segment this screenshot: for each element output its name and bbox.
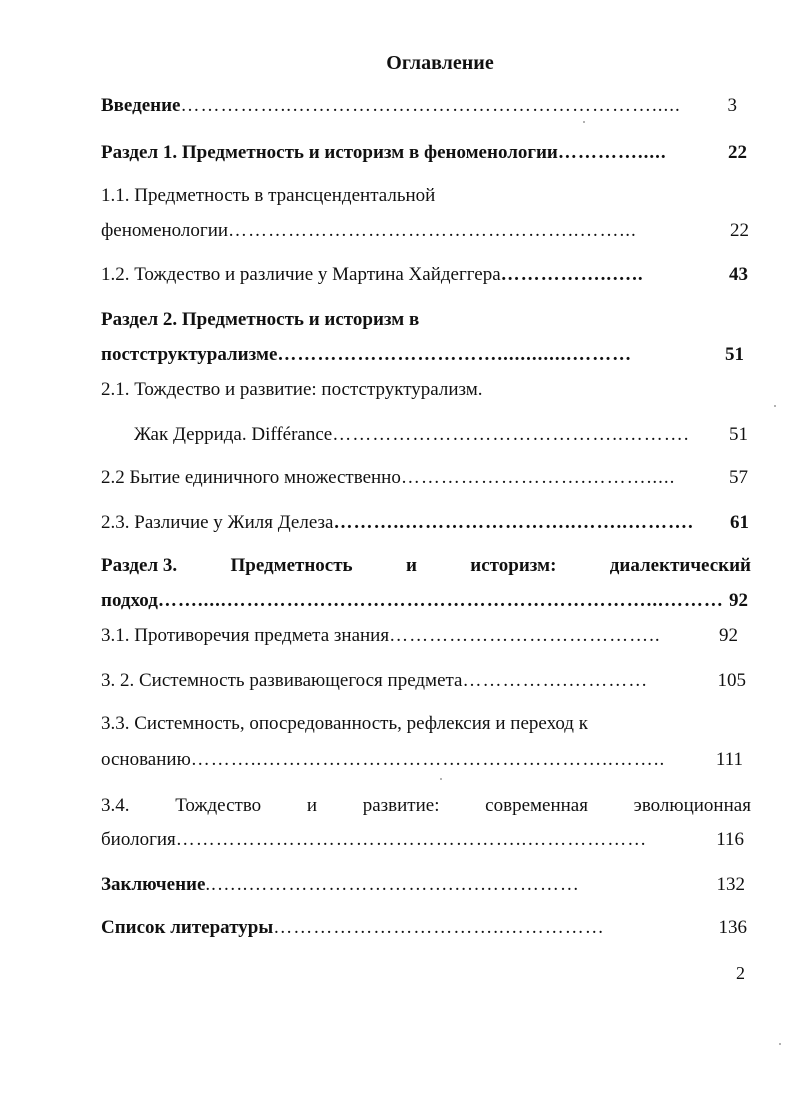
toc-entry-text: феноменологии: [101, 220, 229, 241]
toc-entry-text: постструктурализме: [101, 344, 278, 365]
toc-word: Тождество: [175, 795, 262, 816]
toc-page-number: 92: [729, 590, 748, 611]
toc-entry-1-2[interactable]: [101, 261, 748, 289]
toc-page-number: 92: [719, 625, 738, 646]
toc-entry-3-3-line1: 3.3. Системность, опосредованность, рефлексия и переход к: [101, 713, 588, 734]
toc-leader-dots: ……………………….……….....: [400, 467, 676, 488]
toc-entry-section-3-line1: [101, 552, 751, 580]
toc-entry-section-3[interactable]: [101, 587, 748, 615]
toc-page-number: 43: [729, 264, 748, 285]
toc-entry-3-3[interactable]: [101, 746, 743, 774]
toc-word: 3.4.: [101, 795, 130, 816]
toc-page-number: 22: [728, 142, 747, 163]
toc-entry-text: подход: [101, 590, 158, 611]
toc-page-number: 111: [715, 749, 743, 770]
toc-word: диалектический: [609, 555, 751, 576]
toc-word: и: [405, 555, 417, 576]
toc-page-number: 116: [716, 829, 744, 850]
toc-page-number: 3: [727, 95, 737, 116]
toc-entry-3-1[interactable]: [101, 622, 738, 650]
toc-leader-dots: ……………..……………………………………………….....: [180, 95, 681, 116]
scan-speck: [779, 1043, 781, 1045]
toc-entry-text: Введение: [101, 95, 181, 116]
toc-entry-references[interactable]: [101, 914, 747, 942]
toc-entry-3-4[interactable]: [101, 826, 744, 854]
toc-entry-text: 3. 2. Системность развивающегося предмета: [101, 670, 463, 691]
scan-speck: [774, 405, 776, 407]
toc-entry-text: биология: [101, 829, 176, 850]
toc-page-number: 132: [716, 874, 745, 895]
toc-page-number: 136: [718, 917, 747, 938]
toc-leader-dots: …….....………………………………………………………...………: [157, 590, 724, 611]
toc-leader-dots: ………..……………………………………………..……..: [190, 749, 666, 770]
toc-entry-text: 2.3. Различие у Жиля Делеза: [101, 512, 334, 533]
scan-speck: [583, 121, 585, 123]
toc-leader-dots: ………….....: [557, 142, 667, 163]
toc-entry-2-1-line1: 2.1. Тождество и развитие: постструктурализм.: [101, 379, 483, 400]
toc-word: развитие:: [362, 795, 440, 816]
toc-word: Раздел 3.: [101, 555, 178, 576]
toc-entry-text: 1.2. Тождество и различие у Мартина Хайдеггера: [101, 264, 501, 285]
toc-entry-intro[interactable]: [101, 92, 737, 120]
toc-entry-text: Жак Деррида. Différance: [134, 424, 333, 445]
toc-leader-dots: …………………………….............………: [277, 344, 633, 365]
toc-word: историзм:: [470, 555, 557, 576]
toc-entry-1-1-line1: 1.1. Предметность в трансцендентальной: [101, 185, 436, 206]
toc-word: современная: [485, 795, 588, 816]
toc-leader-dots: ………..……………………..……..……….: [333, 512, 694, 533]
toc-entry-3-4-line1: [101, 792, 751, 820]
toc-leader-dots: ……………………………..……………: [273, 917, 605, 938]
toc-entry-text: основанию: [101, 749, 191, 770]
toc-leader-dots: …………………………………..: [389, 625, 661, 646]
toc-entry-2-2[interactable]: [101, 464, 748, 492]
toc-entry-text: Заключение: [101, 874, 206, 895]
toc-word: и: [306, 795, 318, 816]
scan-speck: [440, 778, 442, 780]
toc-entry-section-2-line1: Раздел 2. Предметность и историзм в: [101, 309, 420, 330]
toc-entry-section-2[interactable]: [101, 341, 744, 369]
toc-entry-1-1[interactable]: [101, 217, 749, 245]
page-number: 2: [736, 963, 745, 983]
toc-page-number: 61: [730, 512, 749, 533]
toc-entry-conclusion[interactable]: [101, 871, 745, 899]
toc-entry-2-1[interactable]: [134, 421, 748, 449]
toc-leader-dots: ..…..………………………….….……………: [205, 874, 580, 895]
toc-title: Оглавление: [386, 52, 494, 74]
toc-entry-text: 2.2 Бытие единичного множественно: [101, 467, 401, 488]
toc-leader-dots: ……………………………………………..……...: [228, 220, 637, 241]
toc-page-number: 22: [730, 220, 749, 241]
toc-page-number: 51: [729, 424, 748, 445]
toc-leader-dots: ……………..…..: [500, 264, 644, 285]
toc-entry-text: Список литературы: [101, 917, 274, 938]
toc-page-number: 51: [725, 344, 744, 365]
toc-entry-3-2[interactable]: [101, 667, 746, 695]
toc-word: эволюционная: [633, 795, 751, 816]
toc-word: Предметность: [230, 555, 353, 576]
toc-entry-2-3[interactable]: [101, 509, 749, 537]
toc-leader-dots: ……………………………………………..………………: [175, 829, 648, 850]
toc-entry-text: 3.1. Противоречия предмета знания: [101, 625, 390, 646]
toc-page-number: 57: [729, 467, 748, 488]
toc-page-number: 105: [717, 670, 746, 691]
toc-leader-dots: …………….…………: [462, 670, 649, 691]
toc-entry-section-1[interactable]: [101, 139, 747, 167]
toc-entry-text: Раздел 1. Предметность и историзм в феноменологии: [101, 142, 558, 163]
toc-leader-dots: ……………………………………..……….: [332, 424, 690, 445]
